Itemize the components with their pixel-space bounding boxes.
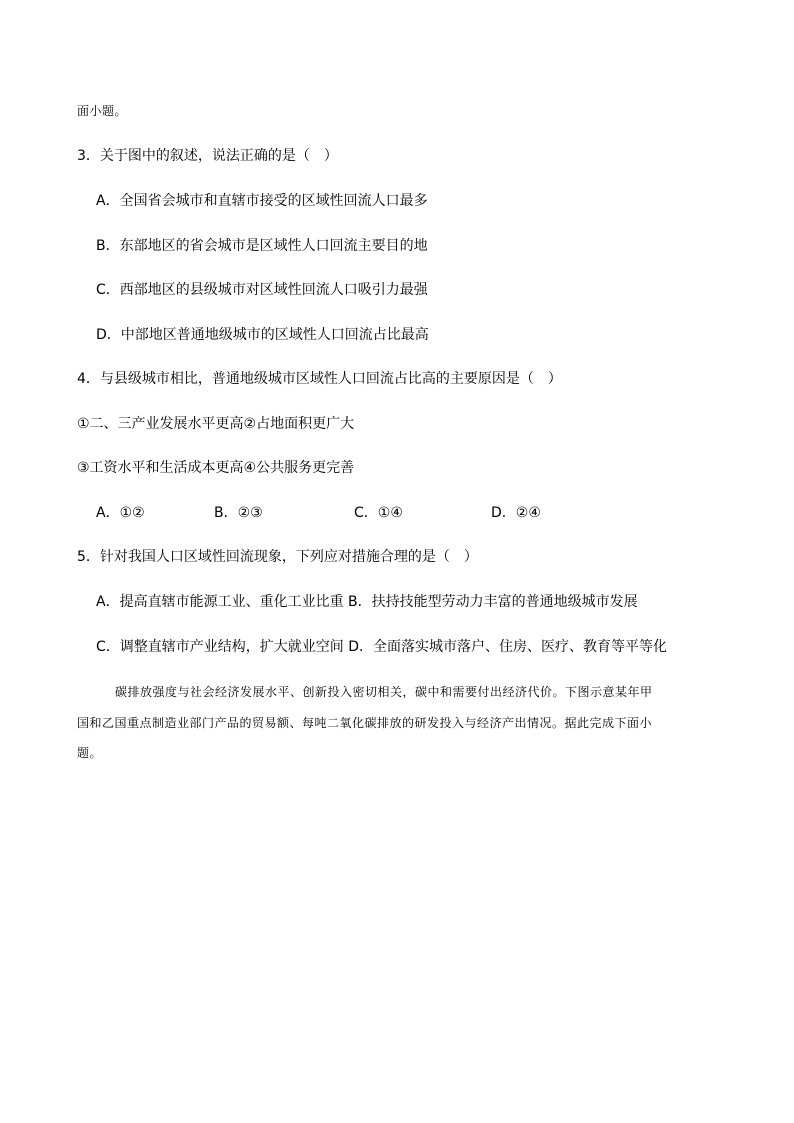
question-4-stem: 4．与县级城市相比，普通地级城市区域性人口回流占比高的主要原因是（ ） (77, 371, 562, 387)
question-4-choice-a: A．①② (96, 505, 145, 521)
passage-line-2: 国和乙国重点制造业部门产品的贸易额、每吨二氧化碳排放的研发投入与经济产出情况。据此完成下面小 (77, 716, 653, 730)
question-5-options-row-1: A．提高直辖市能源工业、重化工业比重 B．扶持技能型劳动力丰富的普通地级城市发展 (96, 594, 638, 610)
question-3-option-c: C．西部地区的县级城市对区域性回流人口吸引力最强 (96, 282, 428, 298)
question-4-choice-b: B．②③ (214, 505, 263, 521)
question-3-stem: 3．关于图中的叙述，说法正确的是（ ） (77, 148, 338, 164)
intro-tail-text: 面小题。 (77, 104, 128, 118)
question-3-option-a: A．全国省会城市和直辖市接受的区域性回流人口最多 (96, 193, 428, 209)
question-5-stem: 5．针对我国人口区域性回流现象，下列应对措施合理的是（ ） (77, 549, 478, 565)
question-5-options-row-2: C．调整直辖市产业结构，扩大就业空间 D．全面落实城市落户、住房、医疗、教育等平等化 (96, 639, 668, 655)
passage-line-3: 题。 (77, 746, 103, 760)
question-4-choice-c: C．①④ (354, 505, 403, 521)
question-3-option-b: B．东部地区的省会城市是区域性人口回流主要目的地 (96, 238, 428, 254)
question-4-statements-2: ③工资水平和生活成本更高④公共服务更完善 (77, 460, 355, 476)
question-4-choice-d: D．②④ (491, 505, 541, 521)
passage-line-1: 碳排放强度与社会经济发展水平、创新投入密切相关，碳中和需要付出经济代价。下图示意某年甲 (115, 685, 653, 699)
question-3-option-d: D．中部地区普通地级城市的区域性人口回流占比最高 (96, 327, 429, 343)
question-4-statements-1: ①二、三产业发展水平更高②占地面积更广大 (77, 416, 355, 432)
